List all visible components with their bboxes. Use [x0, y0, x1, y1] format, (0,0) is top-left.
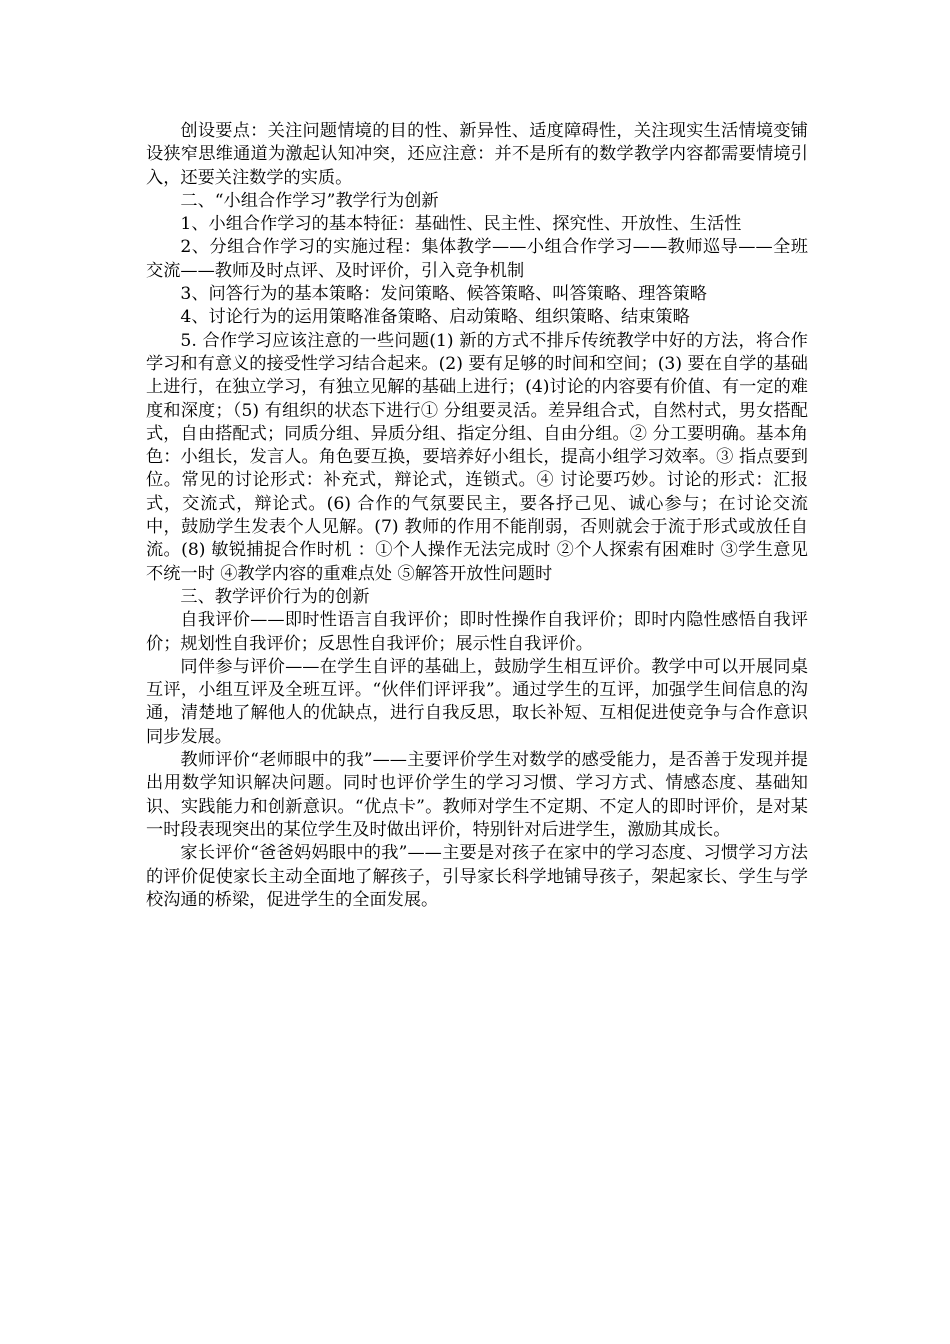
- paragraph-group-process: 2、分组合作学习的实施过程：集体教学——小组合作学习——教师巡导——全班交流——教师及时点评、及时评价，引入竞争机制: [146, 237, 808, 281]
- paragraph-teacher-evaluation: 教师评价“老师眼中的我”——主要评价学生对数学的感受能力，是否善于发现并提出用数学知识解决问题。同时也评价学生的学习习惯、学习方式、情感态度、基础知识、实践能力和创新意识。“优点卡”。教师对学生不定期、不定人的即时评价，是对某一时段表现突出的某位学生及时做出评价，特别针对后进学生，激励其成长。: [146, 750, 808, 840]
- paragraph-cooperation-issues: 5. 合作学习应该注意的一些问题(1) 新的方式不排斥传统教学中好的方法，将合作学习和有意义的接受性学习结合起来。(2) 要有足够的时间和空间；(3) 要在自学的基础上进行，在独立学习，有独立见解的基础上进行；(4)讨论的内容要有价值、有一定的难度和深度；（5) 有组织的状态下进行① 分组要灵活。差异组合式，自然村式，男女搭配式，自由搭配式；同质分组、异质分组、指定分组、自由分组。② 分工要明确。基本角色：小组长，发言人。角色要互换，要培养好小组长，提高小组学习效率。③ 指点要到位。常见的讨论形式：补充式，辩论式，连锁式。④ 讨论要巧妙。讨论的形式：汇报式，交流式，辩论式。(6) 合作的气氛要民主，要各抒己见、诚心参与；在讨论交流中，鼓励学生发表个人见解。(7) 教师的作用不能削弱，否则就会于流于形式或放任自流。(8) 敏锐捕捉合作时机 ：①个人操作无法完成时 ②个人探索有困难时 ③学生意见不统一时 ④教学内容的重难点处 ⑤解答开放性问题时: [146, 330, 808, 584]
- paragraph-situation-points: 创设要点：关注问题情境的目的性、新异性、适度障碍性，关注现实生活情境变铺设狭窄思维通道为激起认知冲突，还应注意：并不是所有的数学教学内容都需要情境引入，还要关注数学的实质。: [146, 121, 808, 188]
- paragraph-group-features: 1、小组合作学习的基本特征：基础性、民主性、探究性、开放性、生活性: [180, 214, 742, 235]
- paragraph-self-evaluation: 自我评价——即时性语言自我评价；即时性操作自我评价；即时内隐性感悟自我评价；规划性自我评价；反思性自我评价；展示性自我评价。: [146, 610, 808, 654]
- section-heading-evaluation: 三、教学评价行为的创新: [180, 586, 370, 607]
- document-body: [146, 120, 808, 912]
- section-heading-group-learning: 二、“小组合作学习”教学行为创新: [180, 190, 439, 211]
- paragraph-discussion-strategy: 4、讨论行为的运用策略准备策略、启动策略、组织策略、结束策略: [180, 307, 690, 328]
- paragraph-questioning-strategy: 3、问答行为的基本策略：发问策略、候答策略、叫答策略、理答策略: [180, 284, 707, 305]
- paragraph-peer-evaluation: 同伴参与评价——在学生自评的基础上，鼓励学生相互评价。教学中可以开展同桌互评，小组互评及全班互评。“伙伴们评评我”。通过学生的互评，加强学生间信息的沟通，清楚地了解他人的优缺点，进行自我反思，取长补短、互相促进使竞争与合作意识同步发展。: [146, 656, 808, 747]
- paragraph-parent-evaluation: 家长评价“爸爸妈妈眼中的我”——主要是对孩子在家中的学习态度、习惯学习方法的评价促使家长主动全面地了解孩子，引导家长科学地铺导孩子，架起家长、学生与学校沟通的桥梁，促进学生的全面发展。: [146, 843, 808, 910]
